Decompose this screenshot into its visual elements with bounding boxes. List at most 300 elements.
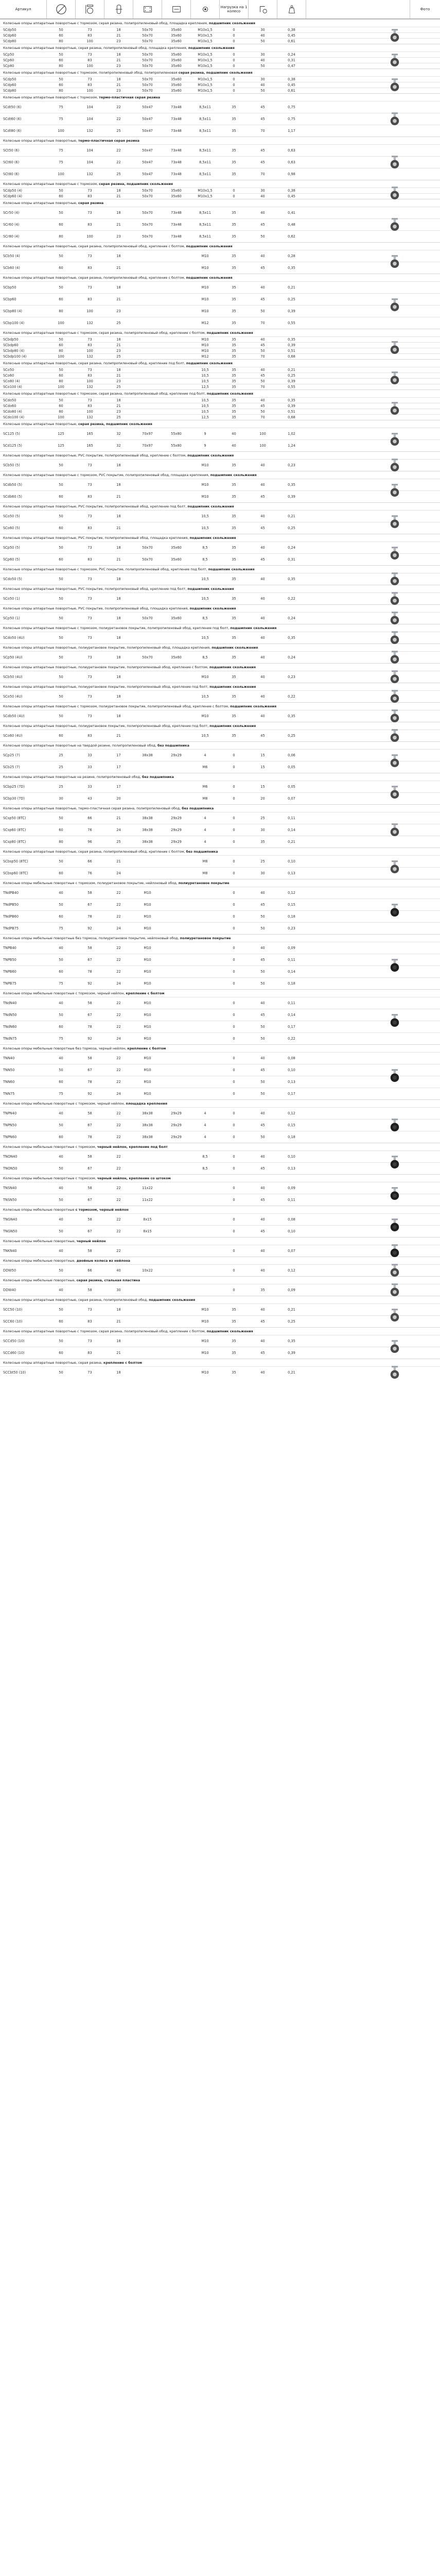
value-cell: 50 [59, 77, 63, 81]
value-cell: 0 [233, 958, 235, 962]
value-cell: 33 [87, 765, 92, 769]
value-cell [162, 415, 190, 420]
value-cell: 58 [87, 891, 92, 895]
value-cell: 73 [87, 597, 92, 601]
section-title: Колесные опоры аппаратные поворотные с тормозом, серая резина, полипропиленовый обод, крепление под болт, подшипник скольжения [0, 389, 440, 397]
value-cell: М10x1,5 [198, 77, 213, 81]
value-cell: 60 [59, 828, 63, 832]
value-cell: 23 [116, 64, 121, 68]
value-cell: 73 [87, 77, 92, 81]
value-cell: 21 [116, 33, 121, 38]
table-row [0, 954, 440, 965]
value-cell: 50x70 [142, 77, 153, 81]
caster-photo [387, 630, 402, 646]
value-cell: 50 [59, 368, 63, 372]
caster-photo [387, 1217, 402, 1233]
value-cell: 40 [260, 655, 265, 659]
article-cell: SCo60 (5) [3, 526, 20, 530]
value-cell [162, 1284, 190, 1296]
value-cell: 30 [260, 189, 265, 193]
value-cell: 0 [233, 77, 235, 81]
value-cell: М10 [201, 1370, 209, 1375]
section-title: Колесные опоры аппаратные поворотные, серая резина, полипропиленовый обод, площадка крепления, подшипник скольжения [0, 44, 440, 52]
section-title: Колесные опоры аппаратные поворотные с тормозом, серая резина, полипропиленовый обод, крепление с болтом, подшипник скольжения [0, 1327, 440, 1335]
value-cell: 125 [58, 432, 64, 436]
photo-cell [379, 1366, 410, 1378]
article-cell: SCp50 (5) [3, 546, 20, 550]
value-cell: 45 [260, 1351, 265, 1355]
value-cell: 60 [59, 970, 63, 974]
photo-cell [379, 1213, 410, 1237]
value-cell: 0,75 [288, 117, 295, 121]
value-cell: 50 [59, 337, 63, 342]
article-cell: SCo50 (4U) [3, 694, 23, 699]
value-cell: 100 [86, 379, 93, 383]
value-cell: 35х60 [171, 39, 182, 43]
value-cell: 104 [86, 160, 93, 164]
value-cell: М10 [144, 1056, 151, 1060]
value-cell: 0 [233, 891, 235, 895]
value-cell: 10,5 [201, 368, 209, 372]
value-cell: 0,45 [288, 33, 295, 38]
article-cell: SCdt50 (6) [3, 105, 22, 109]
value-cell: 0,18 [288, 914, 295, 919]
caster-photo [387, 401, 402, 416]
table-row [0, 144, 440, 156]
table-row [0, 27, 440, 32]
value-cell: 35 [232, 285, 236, 290]
value-cell: 40 [59, 1217, 63, 1222]
value-cell: 10,5 [201, 734, 209, 738]
value-cell: 33 [87, 785, 92, 789]
value-cell: 96 [87, 840, 92, 844]
value-cell: 21 [116, 1351, 121, 1355]
product-section [0, 804, 440, 848]
value-cell: 66 [87, 859, 92, 863]
caster-photo [387, 611, 402, 626]
section-title: Колесные опоры мебельные поворотные, черный нейлон [0, 1237, 440, 1245]
value-cell: 0,22 [288, 597, 295, 601]
value-cell: 0 [233, 189, 235, 193]
value-cell: 0,06 [288, 753, 295, 757]
table-row [0, 761, 440, 773]
value-cell: 8,5x11 [199, 211, 211, 215]
value-cell: 0,10 [288, 1068, 295, 1072]
value-cell: 60 [59, 1080, 63, 1084]
article-cell: TNdN75 [3, 1037, 17, 1041]
table-row [0, 63, 440, 69]
table-row [0, 218, 440, 230]
value-cell [191, 887, 219, 899]
product-section [0, 389, 440, 420]
photo-cell [379, 1182, 410, 1206]
value-cell: 0,48 [288, 223, 295, 227]
value-cell: М10x1,5 [198, 28, 213, 32]
value-cell: 24 [116, 981, 121, 986]
article-cell: SCbdp60 [3, 343, 19, 347]
value-cell: 22 [116, 946, 121, 950]
value-cell: 73 [87, 1370, 92, 1375]
value-cell: 50x70 [142, 211, 153, 215]
value-cell: 75 [59, 160, 63, 164]
value-cell: 35 [232, 117, 236, 121]
value-cell [162, 398, 190, 403]
value-cell: 22 [116, 970, 121, 974]
value-cell: 35х60 [171, 33, 182, 38]
table-row [0, 378, 440, 384]
value-cell: 40 [59, 1155, 63, 1159]
value-cell: 40 [260, 1155, 265, 1159]
value-cell: 18 [116, 655, 121, 659]
article-cell: SCo80 (4) [3, 379, 20, 383]
value-cell: 21 [116, 58, 121, 62]
article-cell: SCdp50 (4) [3, 189, 22, 193]
value-cell: 50 [59, 28, 63, 32]
product-section [0, 624, 440, 643]
article-cell: SCb60 (4) [3, 266, 20, 270]
value-cell: 58 [87, 1155, 92, 1159]
section-title: Колесные опоры мебельные поворотные, двойные колеса из нейлона [0, 1257, 440, 1264]
value-cell: 50x70 [142, 223, 153, 227]
value-cell: 0,15 [288, 1123, 295, 1127]
caster-photo [387, 254, 402, 269]
value-cell: 0 [233, 1092, 235, 1096]
value-cell: 0,35 [288, 577, 295, 581]
table-row [0, 1182, 440, 1194]
value-cell: 38x38 [142, 816, 153, 820]
value-cell: 22 [116, 148, 121, 152]
table-row [0, 612, 440, 624]
value-cell: 50 [260, 1092, 265, 1096]
table-row [0, 1194, 440, 1206]
value-cell: 35 [232, 129, 236, 133]
value-cell: 40 [59, 946, 63, 950]
value-cell: 0,12 [288, 891, 295, 895]
article-cell: SCbdp80 (4) [3, 349, 25, 353]
table-header [0, 0, 440, 19]
value-cell: 45 [260, 1013, 265, 1017]
value-cell: 50 [260, 1025, 265, 1029]
table-row [0, 922, 440, 934]
value-cell: 22 [116, 914, 121, 919]
value-cell: 0 [233, 946, 235, 950]
value-cell [162, 491, 190, 502]
table-row [0, 403, 440, 409]
value-cell: 8,5x11 [199, 148, 211, 152]
article-cell: SCp25 (7) [3, 753, 20, 757]
value-cell: 132 [86, 321, 93, 325]
article-cell: TNN75 [3, 1092, 15, 1096]
article-cell: TNN60 [3, 1080, 15, 1084]
value-cell: 73 [87, 675, 92, 679]
value-cell: 24 [116, 926, 121, 930]
value-cell: 18 [116, 694, 121, 699]
value-cell: 35 [232, 266, 236, 270]
value-cell: 0,35 [288, 1339, 295, 1343]
article-cell: SCb25 (7) [3, 765, 20, 769]
value-cell: 73x48 [171, 129, 182, 133]
value-cell: 35 [232, 415, 236, 419]
value-cell: 0,21 [288, 368, 295, 372]
value-cell [191, 1214, 219, 1225]
value-cell: 45 [260, 1319, 265, 1324]
value-cell: 0,14 [288, 828, 295, 832]
value-cell: 73 [87, 655, 92, 659]
value-cell: 73x48 [171, 160, 182, 164]
value-cell: 0 [233, 194, 235, 198]
value-cell: 23 [116, 39, 121, 43]
photo-cell [379, 1284, 410, 1296]
value-cell: 55x80 [171, 444, 182, 448]
value-cell: 45 [260, 1068, 265, 1072]
catalog-table [0, 19, 440, 1378]
caster-photo [387, 28, 402, 43]
value-cell: М10 [201, 483, 209, 487]
section-title: Колесные опоры мебельные поворотные без тормоза, полиуретановое покрытие, нейлоновый обод, полиуретановое покрытие [0, 934, 440, 942]
value-cell: 25 [260, 816, 265, 820]
value-cell: 73x48 [171, 105, 182, 109]
value-cell: 67 [87, 1166, 92, 1171]
caster-photo [387, 432, 402, 447]
value-cell [191, 1076, 219, 1088]
value-cell: 73 [87, 189, 92, 193]
value-cell: М8 [202, 796, 208, 801]
value-cell [191, 1265, 219, 1276]
product-section [0, 199, 440, 242]
value-cell: 18 [116, 1370, 121, 1375]
caster-photo [387, 217, 402, 232]
caster-photo [387, 546, 402, 561]
value-cell: 15 [260, 765, 265, 769]
value-cell: М10 [201, 297, 209, 301]
section-title: Колесные опоры аппаратные поворотные, серая резина, полипропиленовый обод, крепление под болт, подшипник скольжения [0, 359, 440, 367]
value-cell: 23 [116, 410, 121, 414]
value-cell: 10,5 [201, 410, 209, 414]
table-row [0, 651, 440, 663]
table-row [0, 32, 440, 38]
value-cell: 35 [232, 321, 236, 325]
value-cell [133, 250, 162, 262]
value-cell: 45 [260, 1198, 265, 1202]
value-cell: 23 [116, 89, 121, 93]
article-cell: TNdN50 [3, 1013, 17, 1017]
product-section [0, 502, 440, 534]
value-cell: 43 [87, 796, 92, 801]
table-row [0, 867, 440, 879]
table-row [0, 749, 440, 761]
value-cell [162, 593, 190, 604]
value-cell: 25 [116, 415, 121, 419]
caster-photo [387, 155, 402, 170]
value-cell: 0,21 [288, 1370, 295, 1375]
value-cell [191, 966, 219, 977]
value-cell: 0 [233, 1135, 235, 1139]
value-cell [133, 1367, 162, 1378]
section-title: Колесные опоры аппаратные поворотные на твердой резине, полипропиленовый обод, без подшипника [0, 741, 440, 749]
value-cell: 60 [59, 1025, 63, 1029]
value-cell: 0,21 [288, 285, 295, 290]
value-cell: М10 [201, 266, 209, 270]
value-cell: 83 [87, 83, 92, 87]
table-row [0, 372, 440, 378]
plate-size-icon [133, 0, 162, 19]
section-title: Колесные опоры аппаратные поворотные, серая резина, крепление с болтом [0, 1359, 440, 1366]
value-cell: 0,09 [288, 1186, 295, 1190]
caster-photo [387, 689, 402, 704]
value-cell: 35 [232, 636, 236, 640]
value-cell: 0,35 [288, 398, 295, 402]
product-section [0, 585, 440, 604]
value-cell: 11x22 [142, 1198, 153, 1202]
value-cell: 9 [204, 444, 206, 448]
value-cell: 0,23 [288, 463, 295, 467]
section-title: Колесные опоры аппаратные поворотные, серая резина, полипропиленовый обод, крепление с болтом, подшипник скольжения [0, 274, 440, 281]
value-cell: 55x80 [171, 432, 182, 436]
value-cell: 40 [260, 636, 265, 640]
value-cell: 21 [116, 526, 121, 530]
article-cell: SCdp50 [3, 28, 16, 32]
caster-photo [387, 185, 402, 201]
value-cell: 22 [116, 1186, 121, 1190]
article-cell: SCp60 [3, 58, 14, 62]
product-section [0, 1044, 440, 1099]
value-cell: 50 [59, 714, 63, 718]
value-cell: 40 [260, 546, 265, 550]
value-cell: 40 [260, 368, 265, 372]
section-title: Колесные опоры аппаратные поворотные, термо-пластичная серая резина [0, 137, 440, 144]
value-cell [162, 1245, 190, 1257]
value-cell: 100 [259, 432, 266, 436]
value-cell: М10 [144, 1068, 151, 1072]
value-cell: 25 [116, 840, 121, 844]
table-row [0, 824, 440, 836]
value-cell [133, 710, 162, 722]
caster-photo [387, 1117, 402, 1133]
value-cell: 35х60 [171, 58, 182, 62]
value-cell: 22 [116, 1025, 121, 1029]
value-cell [133, 781, 162, 792]
value-cell: 40 [260, 1111, 265, 1115]
photo-header: Фото [420, 7, 430, 11]
value-cell: 10x22 [142, 1268, 153, 1273]
value-cell: 35 [232, 368, 236, 372]
value-cell: 29x29 [171, 1111, 182, 1115]
value-cell [133, 262, 162, 274]
value-cell: 40 [260, 337, 265, 342]
value-cell: 0,07 [288, 1249, 295, 1253]
value-cell: 0,05 [288, 765, 295, 769]
bolt-size-icon [191, 0, 219, 19]
value-cell: 22 [116, 958, 121, 962]
value-cell: 73 [87, 694, 92, 699]
section-title: Колесные опоры мебельные поворотные с тормозом, черный нейлон, крепление с болтом [0, 989, 440, 997]
value-cell: 67 [87, 1198, 92, 1202]
value-cell: 50x70 [142, 53, 153, 57]
value-cell: 76 [87, 871, 92, 875]
value-cell: 0 [233, 926, 235, 930]
value-cell: 0 [233, 1068, 235, 1072]
value-cell: 132 [86, 129, 93, 133]
value-cell: 50 [59, 285, 63, 290]
value-cell: 60 [59, 734, 63, 738]
value-cell: 29x29 [171, 1123, 182, 1127]
value-cell [162, 354, 190, 359]
article-cell: SCbp50 [3, 285, 16, 290]
value-cell: 35 [232, 514, 236, 518]
table-row [0, 281, 440, 293]
value-cell [191, 1284, 219, 1296]
product-section [0, 879, 440, 934]
value-cell [133, 1163, 162, 1174]
value-cell [162, 1335, 190, 1347]
value-cell: 10,5 [201, 577, 209, 581]
table-row [0, 250, 440, 262]
value-cell: 10,5 [201, 514, 209, 518]
value-cell: 0,35 [288, 337, 295, 342]
value-cell: 8,5x11 [199, 160, 211, 164]
value-cell: 45 [260, 105, 265, 109]
value-cell: 40 [260, 616, 265, 620]
section-title: Колесные опоры аппаратные поворотные с тормозом, PVC покрытие, полипропиленовый обод, крепление под болт, подшипник скольжения [0, 565, 440, 573]
value-cell: М10 [201, 714, 209, 718]
value-cell: 30 [260, 53, 265, 57]
caster-photo [387, 1339, 402, 1354]
value-cell: 10,5 [201, 694, 209, 699]
value-cell: 50 [59, 675, 63, 679]
value-cell: 45 [260, 343, 265, 347]
product-section [0, 274, 440, 329]
section-title: Колесные опоры аппаратные поворотные, серая резина, полипропиленовый обод, крепление с болтом, без подшипника [0, 848, 440, 855]
value-cell: 35 [232, 577, 236, 581]
value-cell [162, 710, 190, 722]
article-cell: TNSN50 [3, 1198, 17, 1202]
table-row [0, 188, 440, 193]
value-cell: 35 [232, 398, 236, 402]
value-cell: М12 [201, 354, 209, 359]
caster-photo [387, 340, 402, 355]
value-cell: 15 [260, 785, 265, 789]
value-cell: 50 [59, 514, 63, 518]
value-cell: 0 [233, 785, 235, 789]
photo-cell [379, 730, 410, 741]
value-cell: 40 [59, 1111, 63, 1115]
value-cell: 38x38 [142, 1135, 153, 1139]
value-cell: 0,47 [288, 64, 295, 68]
article-cell: TNdPB75 [3, 926, 19, 930]
value-cell: 30 [260, 77, 265, 81]
value-cell: М10 [201, 495, 209, 499]
value-cell: 32 [116, 444, 121, 448]
value-cell: 0,51 [288, 410, 295, 414]
value-cell: 0,12 [288, 1111, 295, 1115]
photo-cell [379, 207, 410, 242]
table-row [0, 459, 440, 471]
value-cell: 8,5 [202, 557, 208, 562]
product-section [0, 69, 440, 93]
value-cell: 0 [233, 1249, 235, 1253]
value-cell: М10 [201, 1339, 209, 1343]
product-section [0, 702, 440, 722]
photo-cell [379, 710, 410, 722]
value-cell: 32 [116, 432, 121, 436]
table-row [0, 887, 440, 899]
table-row [0, 293, 440, 305]
value-cell: 73 [87, 53, 92, 57]
value-cell: 58 [87, 1186, 92, 1190]
value-cell: 21 [116, 343, 121, 347]
value-cell: 29x29 [171, 1135, 182, 1139]
value-cell: 40 [260, 33, 265, 38]
